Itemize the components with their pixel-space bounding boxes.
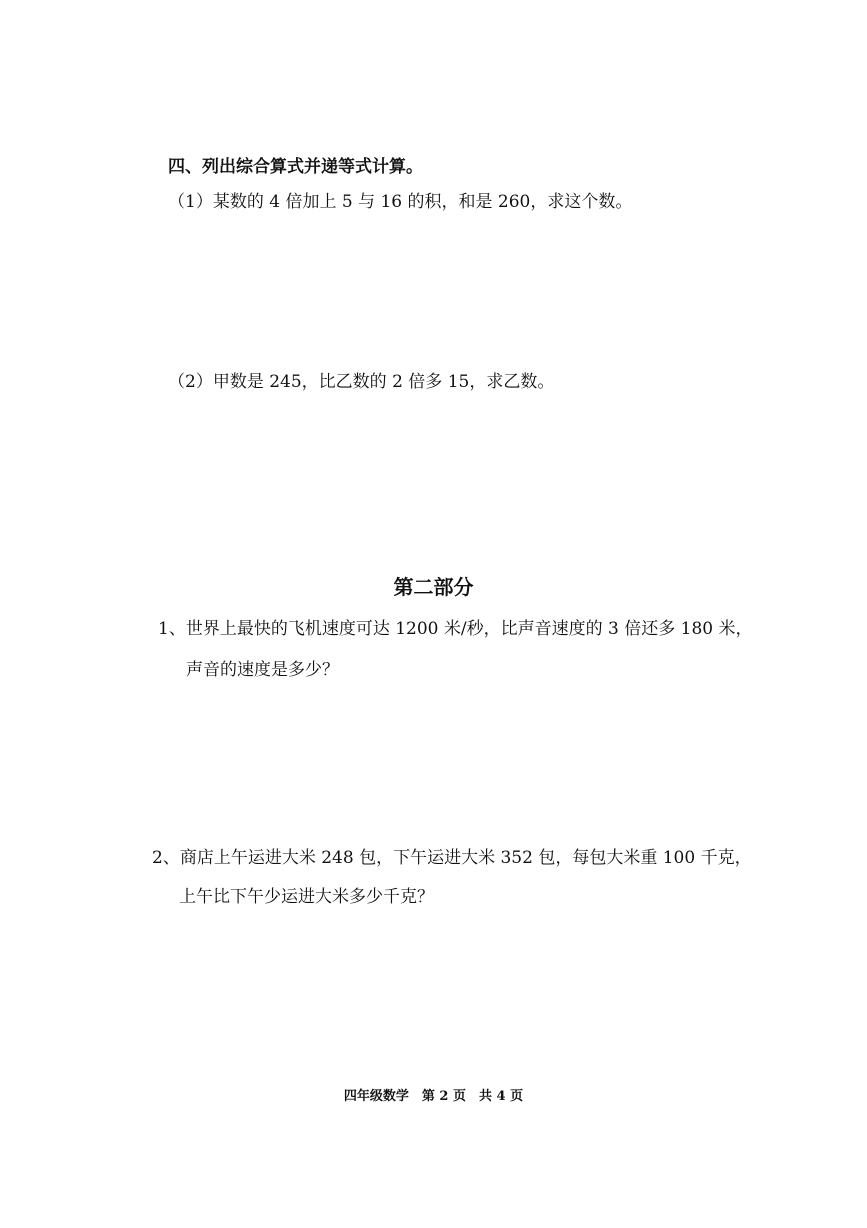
question-4-1: （1）某数的 4 倍加上 5 与 16 的积，和是 260，求这个数。 <box>168 192 633 212</box>
question-4-2: （2）甲数是 245，比乙数的 2 倍多 15，求乙数。 <box>168 372 555 392</box>
part2-question-2-line-2: 上午比下午少运进大米多少千克？ <box>179 887 434 907</box>
part2-question-2-line-1: 2、商店上午运进大米 248 包，下午运进大米 352 包，每包大米重 100 千克， <box>152 848 752 868</box>
part-two-heading: 第二部分 <box>393 575 474 599</box>
page-footer: 四年级数学 第 2 页 共 4 页 <box>343 1089 524 1104</box>
part2-question-1-line-2: 声音的速度是多少？ <box>186 660 339 680</box>
section-four-heading: 四、列出综合算式并递等式计算。 <box>168 157 423 177</box>
part2-question-1-line-1: 1、世界上最快的飞机速度可达 1200 米/秒，比声音速度的 3 倍还多 180 米， <box>158 619 753 639</box>
